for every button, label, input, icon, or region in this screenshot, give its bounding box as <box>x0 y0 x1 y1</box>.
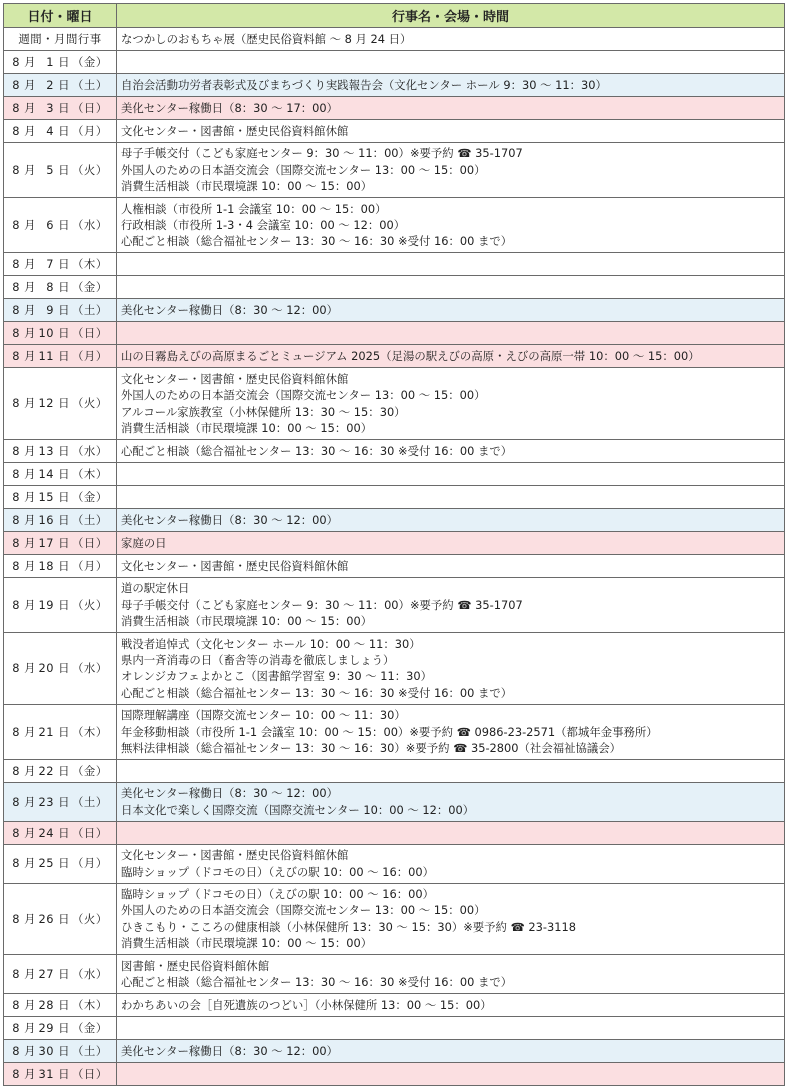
table-row <box>4 531 785 554</box>
event-item: 臨時ショップ（ドコモの日）（えびの駅 10：00 ～ 16：00） <box>121 887 435 902</box>
event-item: 美化センター稼働日（8：30 ～ 12：00） <box>121 303 338 318</box>
table-row <box>4 276 785 299</box>
date-cell <box>4 51 117 74</box>
date-month: 8 月 <box>12 100 37 115</box>
date-day: 5 日 <box>46 162 71 177</box>
event-item: 美化センター稼働日（8：30 ～ 17：00） <box>121 100 338 115</box>
date-day: 14 日 <box>38 466 71 481</box>
date-cell <box>4 633 117 705</box>
date-month: 8 月 <box>12 794 37 809</box>
table-row <box>4 253 785 276</box>
date-cell <box>4 368 117 440</box>
date-month: 8 月 <box>12 489 37 504</box>
events-cell <box>117 299 785 322</box>
event-item: 美化センター稼働日（8：30 ～ 12：00） <box>121 512 338 527</box>
date-cell <box>4 508 117 531</box>
date-day: 11 日 <box>38 349 71 364</box>
date-label: 週間・月間行事 <box>18 31 102 46</box>
date-weekday: （火） <box>72 911 108 926</box>
events-cell <box>117 531 785 554</box>
event-item: 外国人のための日本語交流会（国際交流センター 13：00 ～ 15：00） <box>121 162 486 177</box>
event-item: 図書館・歴史民俗資料館休館 <box>121 958 270 973</box>
event-item: 外国人のための日本語交流会（国際交流センター 13：00 ～ 15：00） <box>121 388 486 403</box>
date-weekday: （月） <box>72 349 108 364</box>
date-weekday: （水） <box>72 661 108 676</box>
date-day: 2 日 <box>46 77 71 92</box>
date-month: 8 月 <box>12 77 37 92</box>
date-day: 16 日 <box>38 512 71 527</box>
date-month: 8 月 <box>12 825 37 840</box>
event-item: 文化センター・図書館・歴史民俗資料館休館 <box>121 848 349 863</box>
date-day: 27 日 <box>38 966 71 981</box>
date-cell <box>4 554 117 577</box>
date-weekday: （金） <box>72 489 108 504</box>
table-row <box>4 955 785 994</box>
date-month: 8 月 <box>12 856 37 871</box>
event-item: 国際理解講座（国際交流センター 10：00 ～ 11：30） <box>121 708 406 723</box>
table-row <box>4 1039 785 1062</box>
date-cell <box>4 439 117 462</box>
event-item: 人権相談（市役所 1-1 会議室 10：00 ～ 15：00） <box>121 201 387 216</box>
table-row <box>4 462 785 485</box>
date-cell <box>4 883 117 955</box>
events-cell <box>117 782 785 821</box>
date-cell <box>4 1016 117 1039</box>
events-cell <box>117 554 785 577</box>
date-month: 8 月 <box>12 763 37 778</box>
date-weekday: （土） <box>72 1043 108 1058</box>
table-row <box>4 844 785 883</box>
events-cell <box>117 1016 785 1039</box>
event-item: 山の日霧島えびの高原まるごとミュージアム 2025（足湯の駅えびの高原・えびの高原一帯 10：00 ～ 15：00） <box>121 349 700 364</box>
date-weekday: （水） <box>72 966 108 981</box>
date-day: 20 日 <box>38 661 71 676</box>
date-weekday: （土） <box>72 303 108 318</box>
date-day: 4 日 <box>46 123 71 138</box>
table-row <box>4 782 785 821</box>
calendar-body <box>4 28 785 1086</box>
events-cell <box>117 1062 785 1085</box>
date-month: 8 月 <box>12 123 37 138</box>
date-day: 7 日 <box>46 257 71 272</box>
date-weekday: （金） <box>72 763 108 778</box>
date-weekday: （月） <box>72 856 108 871</box>
date-day: 22 日 <box>38 763 71 778</box>
date-month: 8 月 <box>12 661 37 676</box>
date-weekday: （水） <box>72 218 108 233</box>
events-cell <box>117 97 785 120</box>
date-day: 12 日 <box>38 396 71 411</box>
date-cell <box>4 1062 117 1085</box>
date-month: 8 月 <box>12 966 37 981</box>
date-weekday: （月） <box>72 558 108 573</box>
table-row <box>4 120 785 143</box>
date-day: 25 日 <box>38 856 71 871</box>
date-day: 23 日 <box>38 794 71 809</box>
events-cell <box>117 198 785 253</box>
date-cell <box>4 485 117 508</box>
date-day: 28 日 <box>38 997 71 1012</box>
date-cell <box>4 28 117 51</box>
date-month: 8 月 <box>12 326 37 341</box>
events-cell <box>117 120 785 143</box>
table-row <box>4 322 785 345</box>
date-weekday: （木） <box>72 997 108 1012</box>
date-day: 19 日 <box>38 597 71 612</box>
event-item: 文化センター・図書館・歴史民俗資料館休館 <box>121 123 349 138</box>
events-cell <box>117 577 785 632</box>
event-item: アルコール家族教室（小林保健所 13：30 ～ 15：30） <box>121 404 406 419</box>
date-month: 8 月 <box>12 724 37 739</box>
table-row <box>4 345 785 368</box>
date-month: 8 月 <box>12 303 37 318</box>
event-item: 年金移動相談（市役所 1-1 会議室 10：00 ～ 15：00）※要予約 ☎ 0986-23-2571（都城年金事務所） <box>121 724 658 739</box>
date-weekday: （月） <box>72 123 108 138</box>
date-weekday: （日） <box>72 326 108 341</box>
date-cell <box>4 276 117 299</box>
date-month: 8 月 <box>12 218 37 233</box>
event-item: 日本文化で楽しく国際交流（国際交流センター 10：00 ～ 12：00） <box>121 802 475 817</box>
date-month: 8 月 <box>12 558 37 573</box>
events-cell <box>117 883 785 955</box>
date-weekday: （金） <box>72 54 108 69</box>
table-row <box>4 439 785 462</box>
date-weekday: （木） <box>72 466 108 481</box>
events-column-header: 行事名・会場・時間 <box>117 4 785 28</box>
events-cell <box>117 508 785 531</box>
event-calendar-table <box>3 3 785 1086</box>
date-day: 18 日 <box>38 558 71 573</box>
date-month: 8 月 <box>12 54 37 69</box>
table-row <box>4 28 785 51</box>
events-cell <box>117 704 785 759</box>
table-row <box>4 704 785 759</box>
event-item: 行政相談（市役所 1-3・4 会議室 10：00 ～ 12：00） <box>121 218 406 233</box>
date-weekday: （火） <box>72 162 108 177</box>
date-month: 8 月 <box>12 597 37 612</box>
events-cell <box>117 368 785 440</box>
date-cell <box>4 821 117 844</box>
date-cell <box>4 531 117 554</box>
date-day: 24 日 <box>38 825 71 840</box>
events-cell <box>117 844 785 883</box>
events-cell <box>117 759 785 782</box>
event-item: 自治会活動功労者表彰式及びまちづくり実践報告会（文化センター ホール 9：30 ～ 11：30） <box>121 77 607 92</box>
table-row <box>4 821 785 844</box>
date-weekday: （火） <box>72 396 108 411</box>
table-row <box>4 51 785 74</box>
date-cell <box>4 955 117 994</box>
date-cell <box>4 462 117 485</box>
events-cell <box>117 1039 785 1062</box>
event-item: 美化センター稼働日（8：30 ～ 12：00） <box>121 786 338 801</box>
date-month: 8 月 <box>12 512 37 527</box>
events-cell <box>117 28 785 51</box>
events-cell <box>117 322 785 345</box>
date-month: 8 月 <box>12 466 37 481</box>
date-cell <box>4 198 117 253</box>
events-cell <box>117 633 785 705</box>
events-cell <box>117 485 785 508</box>
date-weekday: （日） <box>72 535 108 550</box>
events-cell <box>117 993 785 1016</box>
date-weekday: （火） <box>72 597 108 612</box>
event-item: 心配ごと相談（総合福祉センター 13：30 ～ 16：30 ※受付 16：00 まで） <box>121 685 513 700</box>
event-item: 家庭の日 <box>121 535 167 550</box>
events-cell <box>117 253 785 276</box>
date-day: 31 日 <box>38 1066 71 1081</box>
date-day: 13 日 <box>38 443 71 458</box>
event-item: 心配ごと相談（総合福祉センター 13：30 ～ 16：30 ※受付 16：00 まで） <box>121 975 513 990</box>
date-day: 17 日 <box>38 535 71 550</box>
date-weekday: （日） <box>72 100 108 115</box>
date-cell <box>4 299 117 322</box>
date-month: 8 月 <box>12 257 37 272</box>
date-day: 26 日 <box>38 911 71 926</box>
event-item: 美化センター稼働日（8：30 ～ 12：00） <box>121 1043 338 1058</box>
date-month: 8 月 <box>12 997 37 1012</box>
event-item: 文化センター・図書館・歴史民俗資料館休館 <box>121 558 349 573</box>
date-day: 29 日 <box>38 1020 71 1035</box>
event-item: 消費生活相談（市民環境課 10：00 ～ 15：00） <box>121 421 373 436</box>
table-row <box>4 508 785 531</box>
date-weekday: （土） <box>72 77 108 92</box>
event-item: 消費生活相談（市民環境課 10：00 ～ 15：00） <box>121 936 373 951</box>
date-month: 8 月 <box>12 1066 37 1081</box>
events-cell <box>117 143 785 198</box>
date-cell <box>4 844 117 883</box>
date-weekday: （土） <box>72 512 108 527</box>
events-cell <box>117 276 785 299</box>
date-month: 8 月 <box>12 349 37 364</box>
event-item: 県内一斉消毒の日（畜舎等の消毒を徹底しましょう） <box>121 653 395 668</box>
date-day: 30 日 <box>38 1043 71 1058</box>
date-weekday: （日） <box>72 1066 108 1081</box>
date-cell <box>4 74 117 97</box>
table-row <box>4 143 785 198</box>
event-item: ひきこもり・こころの健康相談（小林保健所 13：30 ～ 15：30）※要予約 ☎ 23-3118 <box>121 919 576 934</box>
date-cell <box>4 704 117 759</box>
date-month: 8 月 <box>12 443 37 458</box>
event-item: なつかしのおもちゃ展（歴史民俗資料館 ～ 8 月 24 日） <box>121 31 412 46</box>
date-day: 9 日 <box>46 303 71 318</box>
event-item: わかちあいの会［自死遺族のつどい］（小林保健所 13：00 ～ 15：00） <box>121 997 492 1012</box>
event-item: オレンジカフェよかとこ（図書館学習室 9：30 ～ 11：30） <box>121 669 433 684</box>
date-cell <box>4 143 117 198</box>
table-row <box>4 198 785 253</box>
date-weekday: （金） <box>72 280 108 295</box>
date-day: 1 日 <box>46 54 71 69</box>
table-row <box>4 1062 785 1085</box>
event-item: 心配ごと相談（総合福祉センター 13：30 ～ 16：30 ※受付 16：00 まで） <box>121 443 513 458</box>
date-day: 8 日 <box>46 280 71 295</box>
table-row <box>4 1016 785 1039</box>
date-day: 10 日 <box>38 326 71 341</box>
date-day: 15 日 <box>38 489 71 504</box>
event-item: 戦没者追悼式（文化センター ホール 10：00 ～ 11：30） <box>121 636 421 651</box>
date-day: 6 日 <box>46 218 71 233</box>
date-cell <box>4 993 117 1016</box>
date-month: 8 月 <box>12 162 37 177</box>
date-cell <box>4 97 117 120</box>
table-row <box>4 299 785 322</box>
date-weekday: （金） <box>72 1020 108 1035</box>
event-item: 母子手帳交付（こども家庭センター 9：30 ～ 11：00）※要予約 ☎ 35-1707 <box>121 146 523 161</box>
event-item: 無料法律相談（総合福祉センター 13：30 ～ 16：30）※要予約 ☎ 35-2800（社会福祉協議会） <box>121 741 622 756</box>
table-row <box>4 577 785 632</box>
date-month: 8 月 <box>12 1043 37 1058</box>
date-cell <box>4 120 117 143</box>
event-item: 道の駅定休日 <box>121 581 190 596</box>
date-weekday: （木） <box>72 724 108 739</box>
event-item: 外国人のための日本語交流会（国際交流センター 13：00 ～ 15：00） <box>121 903 486 918</box>
date-weekday: （水） <box>72 443 108 458</box>
table-row <box>4 368 785 440</box>
date-cell <box>4 345 117 368</box>
events-cell <box>117 345 785 368</box>
date-weekday: （木） <box>72 257 108 272</box>
events-cell <box>117 955 785 994</box>
events-cell <box>117 821 785 844</box>
date-month: 8 月 <box>12 396 37 411</box>
date-weekday: （日） <box>72 825 108 840</box>
date-weekday: （土） <box>72 794 108 809</box>
date-cell <box>4 1039 117 1062</box>
event-item: 消費生活相談（市民環境課 10：00 ～ 15：00） <box>121 614 373 629</box>
date-day: 3 日 <box>46 100 71 115</box>
events-cell <box>117 462 785 485</box>
table-row <box>4 554 785 577</box>
event-item: 臨時ショップ（ドコモの日）（えびの駅 10：00 ～ 16：00） <box>121 864 435 879</box>
date-cell <box>4 322 117 345</box>
date-cell <box>4 253 117 276</box>
event-item: 心配ごと相談（総合福祉センター 13：30 ～ 16：30 ※受付 16：00 まで） <box>121 234 513 249</box>
events-cell <box>117 51 785 74</box>
table-row <box>4 97 785 120</box>
table-row <box>4 633 785 705</box>
table-row <box>4 759 785 782</box>
header-row <box>4 4 785 28</box>
date-cell <box>4 577 117 632</box>
event-item: 文化センター・図書館・歴史民俗資料館休館 <box>121 371 349 386</box>
event-item: 母子手帳交付（こども家庭センター 9：30 ～ 11：00）※要予約 ☎ 35-1707 <box>121 597 523 612</box>
date-month: 8 月 <box>12 535 37 550</box>
table-row <box>4 883 785 955</box>
events-cell <box>117 74 785 97</box>
date-column-header: 日付・曜日 <box>4 4 117 28</box>
events-cell <box>117 439 785 462</box>
date-day: 21 日 <box>38 724 71 739</box>
table-row <box>4 485 785 508</box>
date-cell <box>4 759 117 782</box>
date-month: 8 月 <box>12 280 37 295</box>
event-item: 消費生活相談（市民環境課 10：00 ～ 15：00） <box>121 179 373 194</box>
date-cell <box>4 782 117 821</box>
table-row <box>4 993 785 1016</box>
table-row <box>4 74 785 97</box>
date-month: 8 月 <box>12 911 37 926</box>
date-month: 8 月 <box>12 1020 37 1035</box>
